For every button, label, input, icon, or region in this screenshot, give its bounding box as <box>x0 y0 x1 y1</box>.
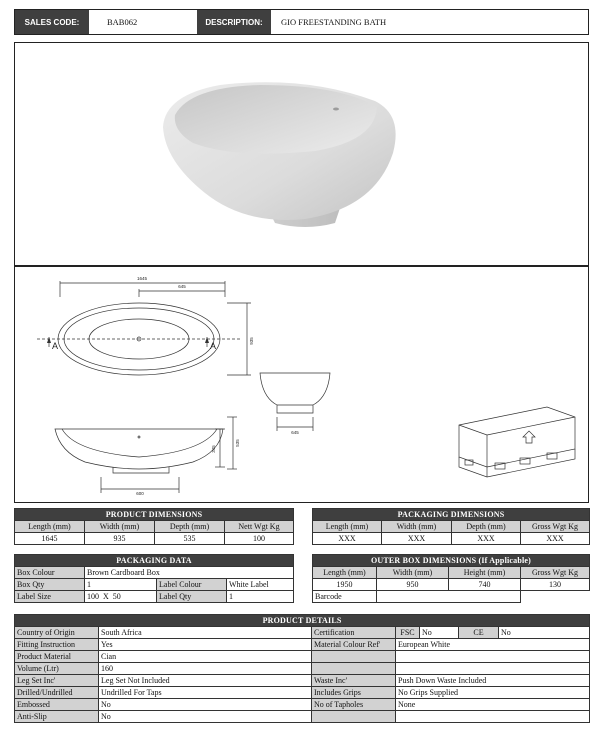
sales-code-value: BAB062 <box>107 17 138 27</box>
ce-label: CE <box>459 627 499 639</box>
waste-label: Waste Inc' <box>312 675 396 687</box>
product-photo <box>15 43 588 265</box>
leg-set-label: Leg Set Inc' <box>15 675 99 687</box>
material-label: Product Material <box>15 651 99 663</box>
country-value: South Africa <box>99 627 312 639</box>
material-colour-value: European White <box>396 639 590 651</box>
product-photo-panel <box>14 42 589 266</box>
dim-height-2: 535 <box>235 439 240 447</box>
pd-header-depth: Depth (mm) <box>155 521 225 533</box>
grips-value: No Grips Supplied <box>396 687 590 699</box>
section-marker-left: A <box>52 341 59 351</box>
pkd-header-length: Length (mm) <box>313 521 382 533</box>
ob-header-width: Width (mm) <box>377 567 449 579</box>
box-colour-label: Box Colour <box>15 567 85 579</box>
outer-box-table <box>312 554 590 603</box>
ob-height: 740 <box>449 579 521 591</box>
description-label: DESCRIPTION: <box>197 10 271 34</box>
label-size-value: 100 X 50 <box>85 591 157 603</box>
packaging-data-table <box>14 554 294 603</box>
barcode-label: Barcode <box>313 591 377 603</box>
header-bar <box>14 9 589 35</box>
product-details-title: PRODUCT DETAILS <box>15 615 590 627</box>
fitting-label: Fitting Instruction <box>15 639 99 651</box>
material-colour-label: Material Colour Ref' <box>312 639 396 651</box>
leg-set-value: Leg Set Not Included <box>99 675 312 687</box>
ob-header-weight: Gross Wgt Kg <box>521 567 590 579</box>
embossed-label: Embossed <box>15 699 99 711</box>
sales-code-label: SALES CODE: <box>15 10 89 34</box>
volume-label: Volume (Ltr) <box>15 663 99 675</box>
product-dimensions-table <box>14 508 294 545</box>
anti-slip-label: Anti-Slip <box>15 711 99 723</box>
pkd-length: XXX <box>313 533 382 545</box>
grips-label: Includes Grips <box>312 687 396 699</box>
drilled-label: Drilled/Undrilled <box>15 687 99 699</box>
ob-weight: 130 <box>521 579 590 591</box>
volume-value: 160 <box>99 663 312 675</box>
technical-drawing <box>15 267 588 502</box>
anti-slip-value: No <box>99 711 312 723</box>
pkd-weight: XXX <box>521 533 590 545</box>
ob-header-height: Height (mm) <box>449 567 521 579</box>
pd-weight: 100 <box>225 533 294 545</box>
pd-width: 935 <box>85 533 155 545</box>
certification-label: Certification <box>312 627 396 639</box>
pkd-header-weight: Gross Wgt Kg <box>521 521 590 533</box>
packaging-dimensions-title: PACKAGING DIMENSIONS <box>313 509 590 521</box>
tapholes-label: No of Tapholes <box>312 699 396 711</box>
box-colour-value: Brown Cardboard Box <box>85 567 294 579</box>
pd-depth: 535 <box>155 533 225 545</box>
section-marker-right: A <box>210 341 217 351</box>
dim-bottom: 600 <box>136 491 144 496</box>
dim-width: 935 <box>249 337 254 345</box>
product-dimensions-title: PRODUCT DIMENSIONS <box>15 509 294 521</box>
pkd-header-depth: Depth (mm) <box>452 521 521 533</box>
dim-height-1: 345 <box>211 445 216 453</box>
material-value: Cian <box>99 651 312 663</box>
embossed-value: No <box>99 699 312 711</box>
pd-length: 1645 <box>15 533 85 545</box>
ob-length: 1950 <box>313 579 377 591</box>
waste-value: Push Down Waste Included <box>396 675 590 687</box>
technical-drawing-panel <box>14 266 589 503</box>
fitting-value: Yes <box>99 639 312 651</box>
label-colour-label: Label Colour <box>157 579 227 591</box>
label-qty-label: Label Qty <box>157 591 227 603</box>
country-label: Country of Origin <box>15 627 99 639</box>
label-qty-value: 1 <box>227 591 294 603</box>
dim-overall-length: 1645 <box>136 276 148 281</box>
packaging-data-title: PACKAGING DATA <box>15 555 294 567</box>
outer-box-title: OUTER BOX DIMENSIONS (If Applicable) <box>313 555 590 567</box>
description-value: GIO FREESTANDING BATH <box>281 17 387 27</box>
ce-value: No <box>499 627 590 639</box>
dim-half-length: 645 <box>178 284 186 289</box>
drilled-value: Undrilled For Taps <box>99 687 312 699</box>
pkd-header-width: Width (mm) <box>382 521 452 533</box>
label-size-label: Label Size <box>15 591 85 603</box>
pkd-depth: XXX <box>452 533 521 545</box>
pd-header-weight: Nett Wgt Kg <box>225 521 294 533</box>
ob-header-length: Length (mm) <box>313 567 377 579</box>
packaging-dimensions-table <box>312 508 590 545</box>
box-qty-value: 1 <box>85 579 157 591</box>
fsc-label: FSC <box>396 627 420 639</box>
tapholes-value: None <box>396 699 590 711</box>
fsc-value: No <box>420 627 459 639</box>
product-details-table <box>14 614 590 723</box>
pd-header-length: Length (mm) <box>15 521 85 533</box>
pkd-width: XXX <box>382 533 452 545</box>
label-colour-value: White Label <box>227 579 294 591</box>
ob-width: 950 <box>377 579 449 591</box>
pd-header-width: Width (mm) <box>85 521 155 533</box>
box-qty-label: Box Qty <box>15 579 85 591</box>
dim-base: 645 <box>291 430 299 435</box>
barcode-value <box>377 591 521 603</box>
